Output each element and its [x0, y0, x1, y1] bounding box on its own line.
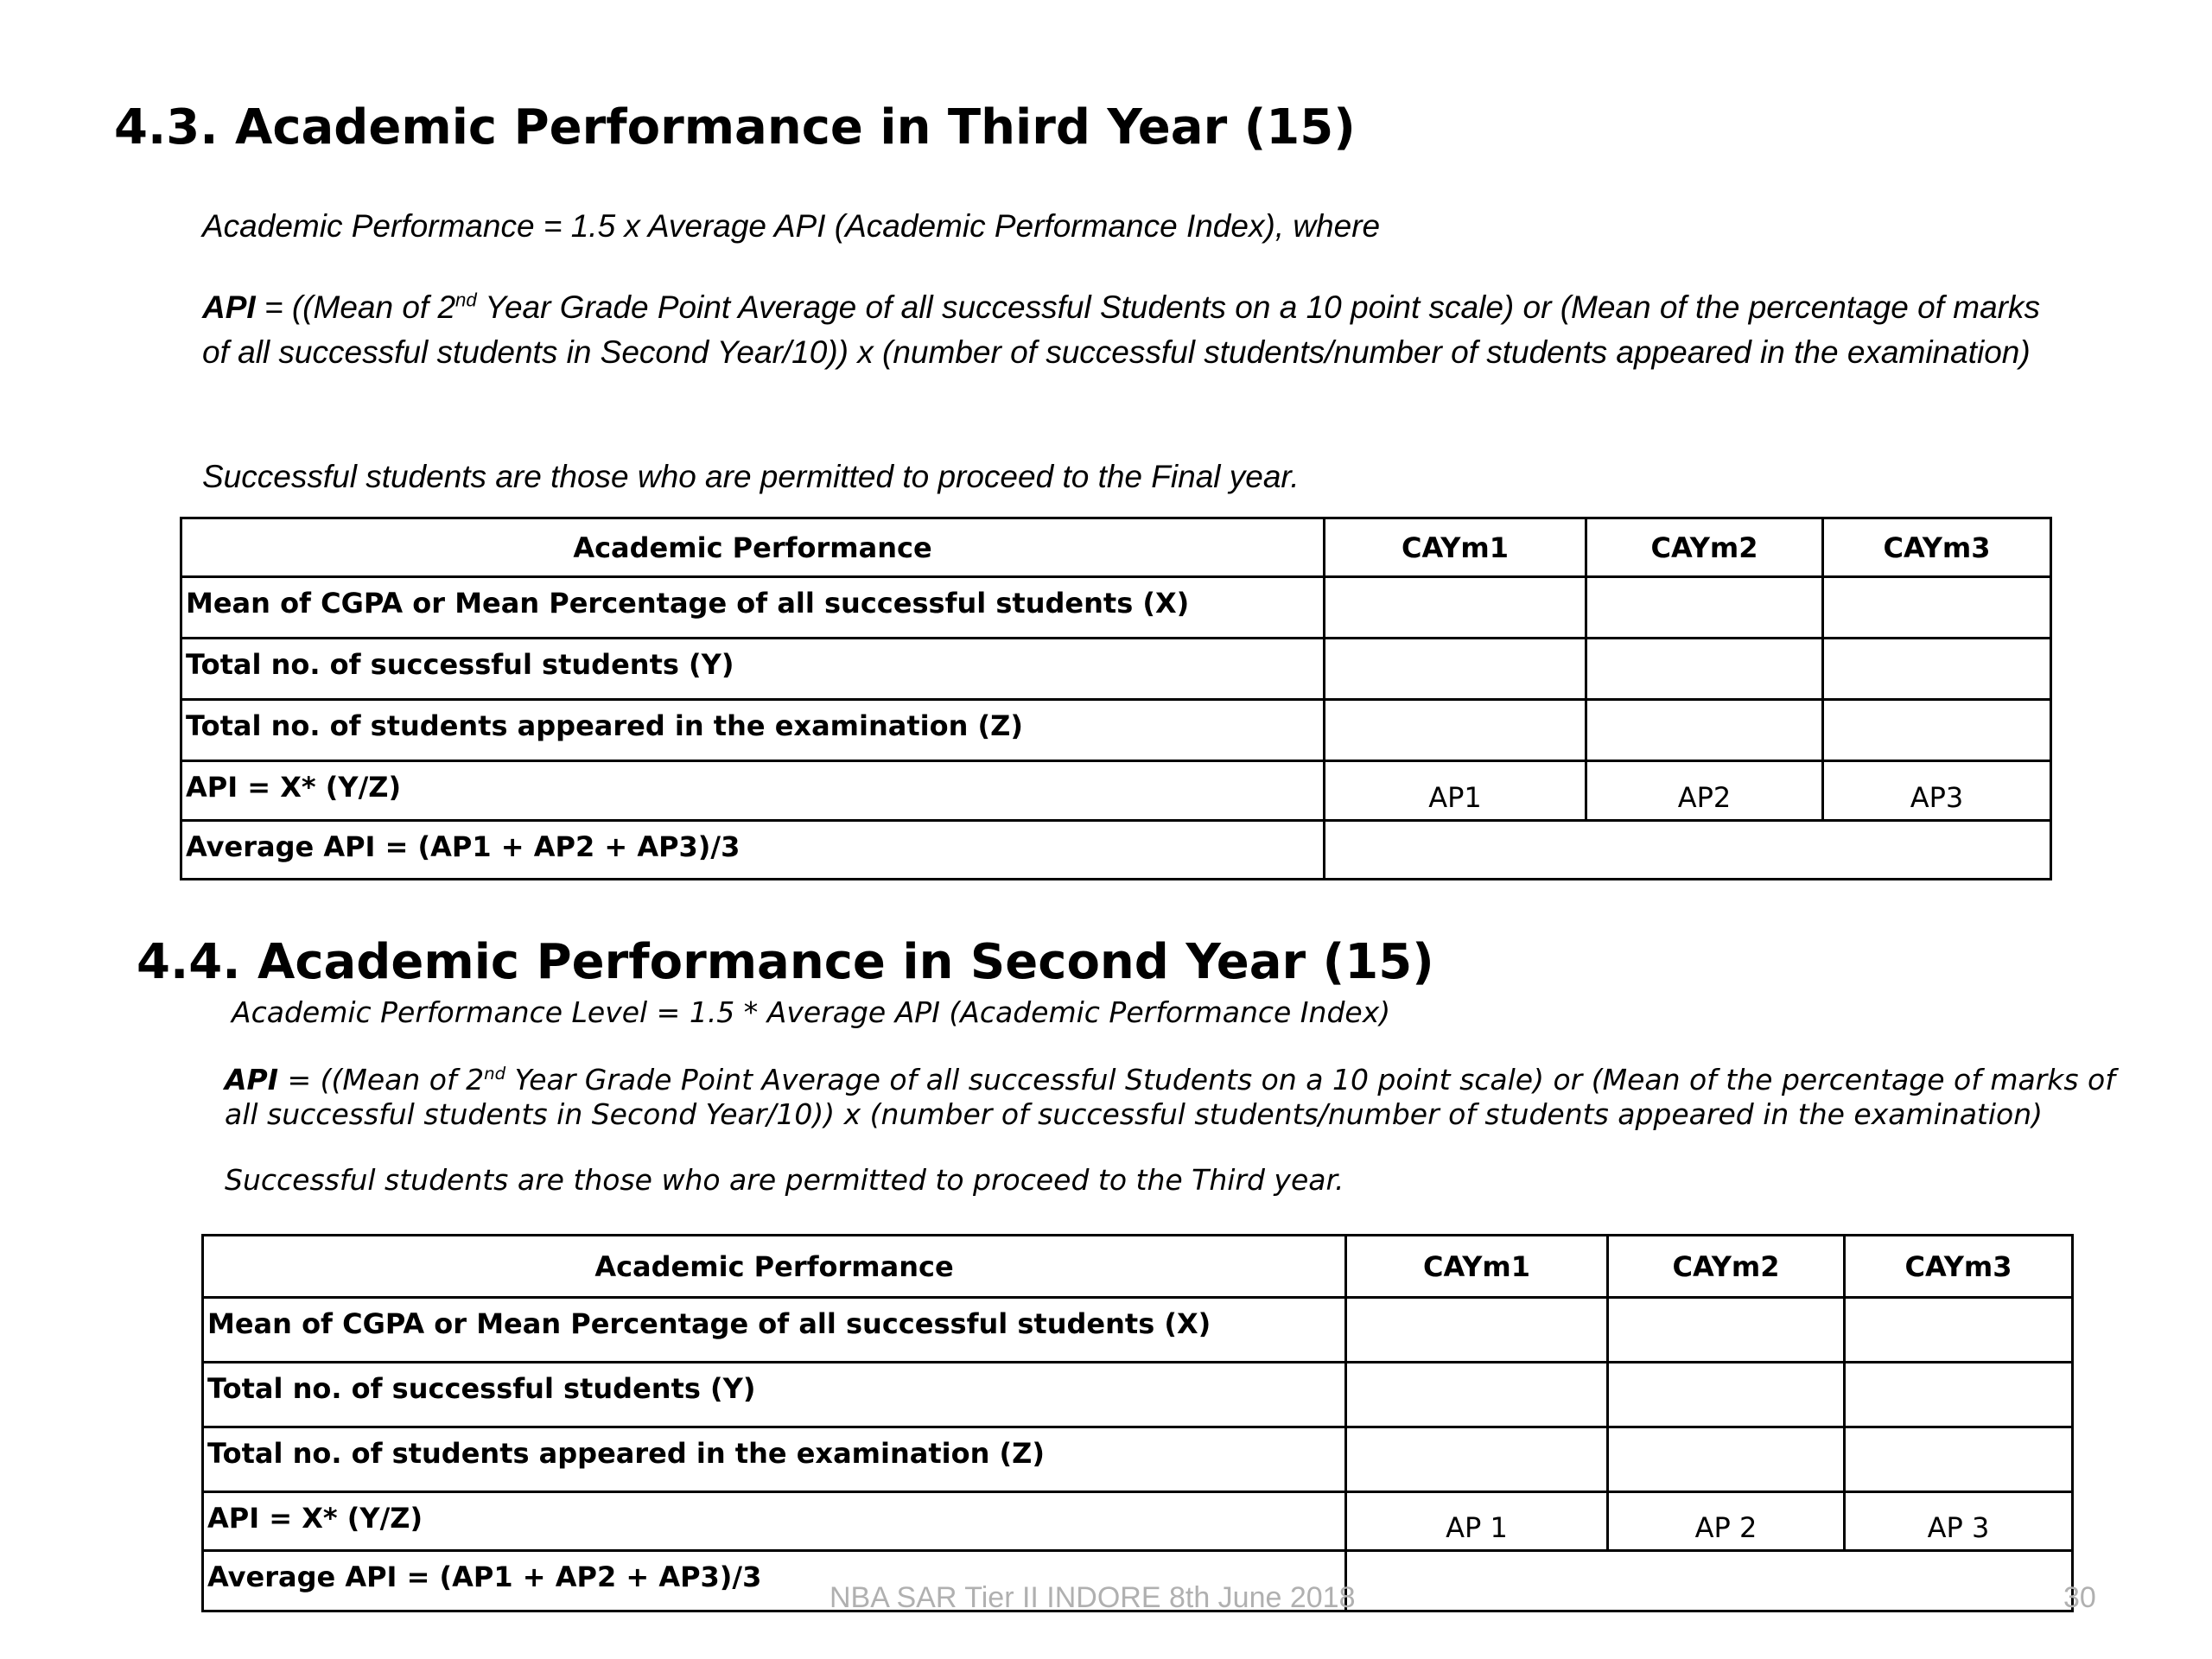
- cell: [1845, 1298, 2073, 1363]
- cell: [1586, 700, 1823, 761]
- cell-ap3: AP 3: [1845, 1492, 2073, 1551]
- cell-average-api: [1325, 821, 2051, 880]
- table-row: [203, 1298, 2073, 1363]
- row-label-appeared: Total no. of students appeared in the examination (Z): [181, 700, 1325, 761]
- cell: [1325, 577, 1586, 639]
- section-4-3-note: Successful students are those who are permitted to proceed to the Final year.: [202, 459, 1300, 494]
- table-row: [203, 1363, 2073, 1427]
- row-label-successful: Total no. of successful students (Y): [181, 639, 1325, 700]
- row-label-mean: Mean of CGPA or Mean Percentage of all successful students (X): [181, 577, 1325, 639]
- cell: [1325, 700, 1586, 761]
- header-academic-performance: Academic Performance: [203, 1236, 1346, 1298]
- api-label: API: [202, 289, 256, 325]
- header-academic-performance: Academic Performance: [181, 518, 1325, 577]
- cell: [1608, 1427, 1845, 1492]
- cell: [1586, 639, 1823, 700]
- cell: [1608, 1363, 1845, 1427]
- section-4-3-api-definition: [202, 285, 2069, 375]
- table-row: [181, 700, 2051, 761]
- api-superscript: nd: [484, 1064, 506, 1084]
- cell-average-api: [1346, 1551, 2073, 1611]
- table-row: [203, 1427, 2073, 1492]
- header-caym2: CAYm2: [1608, 1236, 1845, 1298]
- header-caym1: CAYm1: [1346, 1236, 1608, 1298]
- section-4-3-formula: Academic Performance = 1.5 x Average API (Academic Performance Index), where: [202, 208, 1381, 244]
- header-caym3: CAYm3: [1845, 1236, 2073, 1298]
- cell-ap2: AP 2: [1608, 1492, 1845, 1551]
- section-4-4-note: Successful students are those who are permitted to proceed to the Third year.: [225, 1163, 1344, 1197]
- cell-ap2: AP2: [1586, 761, 1823, 821]
- section-4-4-title: 4.4. Academic Performance in Second Year (15): [137, 934, 1434, 990]
- row-label-appeared: Total no. of students appeared in the examination (Z): [203, 1427, 1346, 1492]
- cell: [1346, 1363, 1608, 1427]
- table-row: [203, 1492, 2073, 1551]
- table-header-row: [181, 518, 2051, 577]
- table-row: [181, 639, 2051, 700]
- cell: [1608, 1298, 1845, 1363]
- api-text-pre: = ((Mean of 2: [255, 289, 456, 325]
- table-row: [181, 761, 2051, 821]
- section-4-3-table: [180, 517, 2052, 880]
- row-label-average-api: Average API = (AP1 + AP2 + AP3)/3: [181, 821, 1325, 880]
- footer-text: NBA SAR Tier II INDORE 8th June 2018: [830, 1581, 1356, 1614]
- section-4-4-table: [201, 1234, 2074, 1612]
- cell-ap1: AP1: [1325, 761, 1586, 821]
- section-4-4-api-definition: [225, 1063, 2134, 1132]
- page-number: 30: [2063, 1581, 2096, 1614]
- section-4-3-title: 4.3. Academic Performance in Third Year (15): [114, 99, 1356, 156]
- header-caym2: CAYm2: [1586, 518, 1823, 577]
- cell: [1823, 639, 2051, 700]
- row-label-successful: Total no. of successful students (Y): [203, 1363, 1346, 1427]
- section-4-4-formula: Academic Performance Level = 1.5 * Average API (Academic Performance Index): [232, 995, 1391, 1029]
- table-header-row: [203, 1236, 2073, 1298]
- table-row: [181, 821, 2051, 880]
- cell-ap1: AP 1: [1346, 1492, 1608, 1551]
- cell: [1346, 1427, 1608, 1492]
- cell: [1325, 639, 1586, 700]
- cell-ap3: AP3: [1823, 761, 2051, 821]
- api-superscript: nd: [455, 289, 477, 311]
- header-caym1: CAYm1: [1325, 518, 1586, 577]
- row-label-average-api: Average API = (AP1 + AP2 + AP3)/3: [203, 1551, 1346, 1611]
- cell: [1823, 577, 2051, 639]
- api-text-post: Year Grade Point Average of all successful Students on a 10 point scale) or (Mean of the percentage of marks of all successful students in Second Year/10)) x (number of successful students/number of students appeared in the examination): [225, 1063, 2115, 1131]
- api-label: API: [225, 1063, 279, 1096]
- cell: [1845, 1427, 2073, 1492]
- table-row: [181, 577, 2051, 639]
- row-label-api: API = X* (Y/Z): [181, 761, 1325, 821]
- cell: [1346, 1298, 1608, 1363]
- cell: [1823, 700, 2051, 761]
- cell: [1845, 1363, 2073, 1427]
- api-text-post: Year Grade Point Average of all successful Students on a 10 point scale) or (Mean of the percentage of marks of all successful students in Second Year/10)) x (number of successful students/number of students appeared in the examination): [202, 289, 2040, 370]
- row-label-api: API = X* (Y/Z): [203, 1492, 1346, 1551]
- header-caym3: CAYm3: [1823, 518, 2051, 577]
- api-text-pre: = ((Mean of 2: [278, 1063, 485, 1096]
- cell: [1586, 577, 1823, 639]
- row-label-mean: Mean of CGPA or Mean Percentage of all successful students (X): [203, 1298, 1346, 1363]
